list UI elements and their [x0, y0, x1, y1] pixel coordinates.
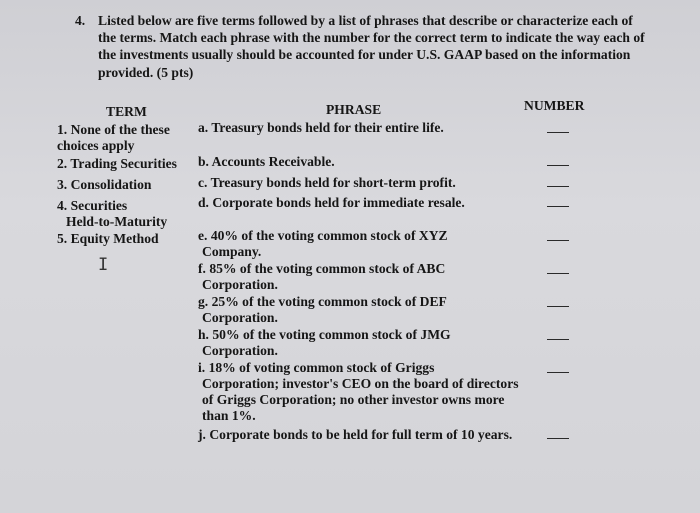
answer-blank-a[interactable] — [547, 132, 569, 133]
term-5: 5. Equity Method — [57, 231, 159, 246]
term-1-line-2: choices apply — [57, 138, 135, 153]
text-cursor-icon: I — [98, 255, 109, 275]
answer-blank-i[interactable] — [547, 372, 569, 373]
question-line-2: the terms. Match each phrase with the number for the correct term to indicate the way each of — [98, 30, 645, 45]
phrase-i-line-4: than 1%. — [202, 408, 256, 423]
phrase-f-line-2: Corporation. — [202, 277, 278, 292]
phrase-b: b. Accounts Receivable. — [198, 154, 335, 169]
phrase-j: j. Corporate bonds to be held for full term of 10 years. — [198, 427, 513, 442]
answer-blank-f[interactable] — [547, 273, 569, 274]
answer-blank-h[interactable] — [547, 339, 569, 340]
phrase-header: PHRASE — [326, 102, 382, 117]
number-header: NUMBER — [524, 98, 585, 113]
phrase-e-line-2: Company. — [202, 244, 262, 259]
question-line-3: the investments usually should be accounted for under U.S. GAAP based on the information — [98, 47, 631, 62]
phrase-g-line-2: Corporation. — [202, 310, 278, 325]
phrase-c: c. Treasury bonds held for short-term profit. — [198, 175, 456, 190]
phrase-h-line-1: h. 50% of the voting common stock of JMG — [198, 327, 451, 342]
phrase-e-line-1: e. 40% of the voting common stock of XYZ — [198, 228, 448, 243]
answer-blank-d[interactable] — [547, 206, 569, 207]
answer-blank-c[interactable] — [547, 186, 569, 187]
answer-blank-j[interactable] — [547, 438, 569, 439]
phrase-h-line-2: Corporation. — [202, 343, 278, 358]
phrase-i-line-1: i. 18% of voting common stock of Griggs — [198, 360, 435, 375]
answer-blank-g[interactable] — [547, 306, 569, 307]
question-line-1: Listed below are five terms followed by a list of phrases that describe or characterize each of — [98, 13, 633, 28]
term-4-line-1: 4. Securities — [57, 198, 128, 213]
phrase-i-line-3: of Griggs Corporation; no other investor owns more — [202, 392, 505, 407]
answer-blank-b[interactable] — [547, 165, 569, 166]
phrase-f-line-1: f. 85% of the voting common stock of ABC — [198, 261, 446, 276]
phrase-i-line-2: Corporation; investor's CEO on the board of directors — [202, 376, 519, 391]
term-header: TERM — [106, 104, 147, 119]
question-number: 4. — [75, 13, 86, 28]
term-3: 3. Consolidation — [57, 177, 152, 192]
phrase-d: d. Corporate bonds held for immediate resale. — [198, 195, 465, 210]
term-4-line-2: Held-to-Maturity — [66, 214, 168, 229]
question-line-4: provided. (5 pts) — [98, 65, 194, 80]
phrase-a: a. Treasury bonds held for their entire life. — [198, 120, 444, 135]
term-2: 2. Trading Securities — [57, 156, 177, 171]
phrase-g-line-1: g. 25% of the voting common stock of DEF — [198, 294, 447, 309]
term-1-line-1: 1. None of the these — [57, 122, 170, 137]
answer-blank-e[interactable] — [547, 240, 569, 241]
